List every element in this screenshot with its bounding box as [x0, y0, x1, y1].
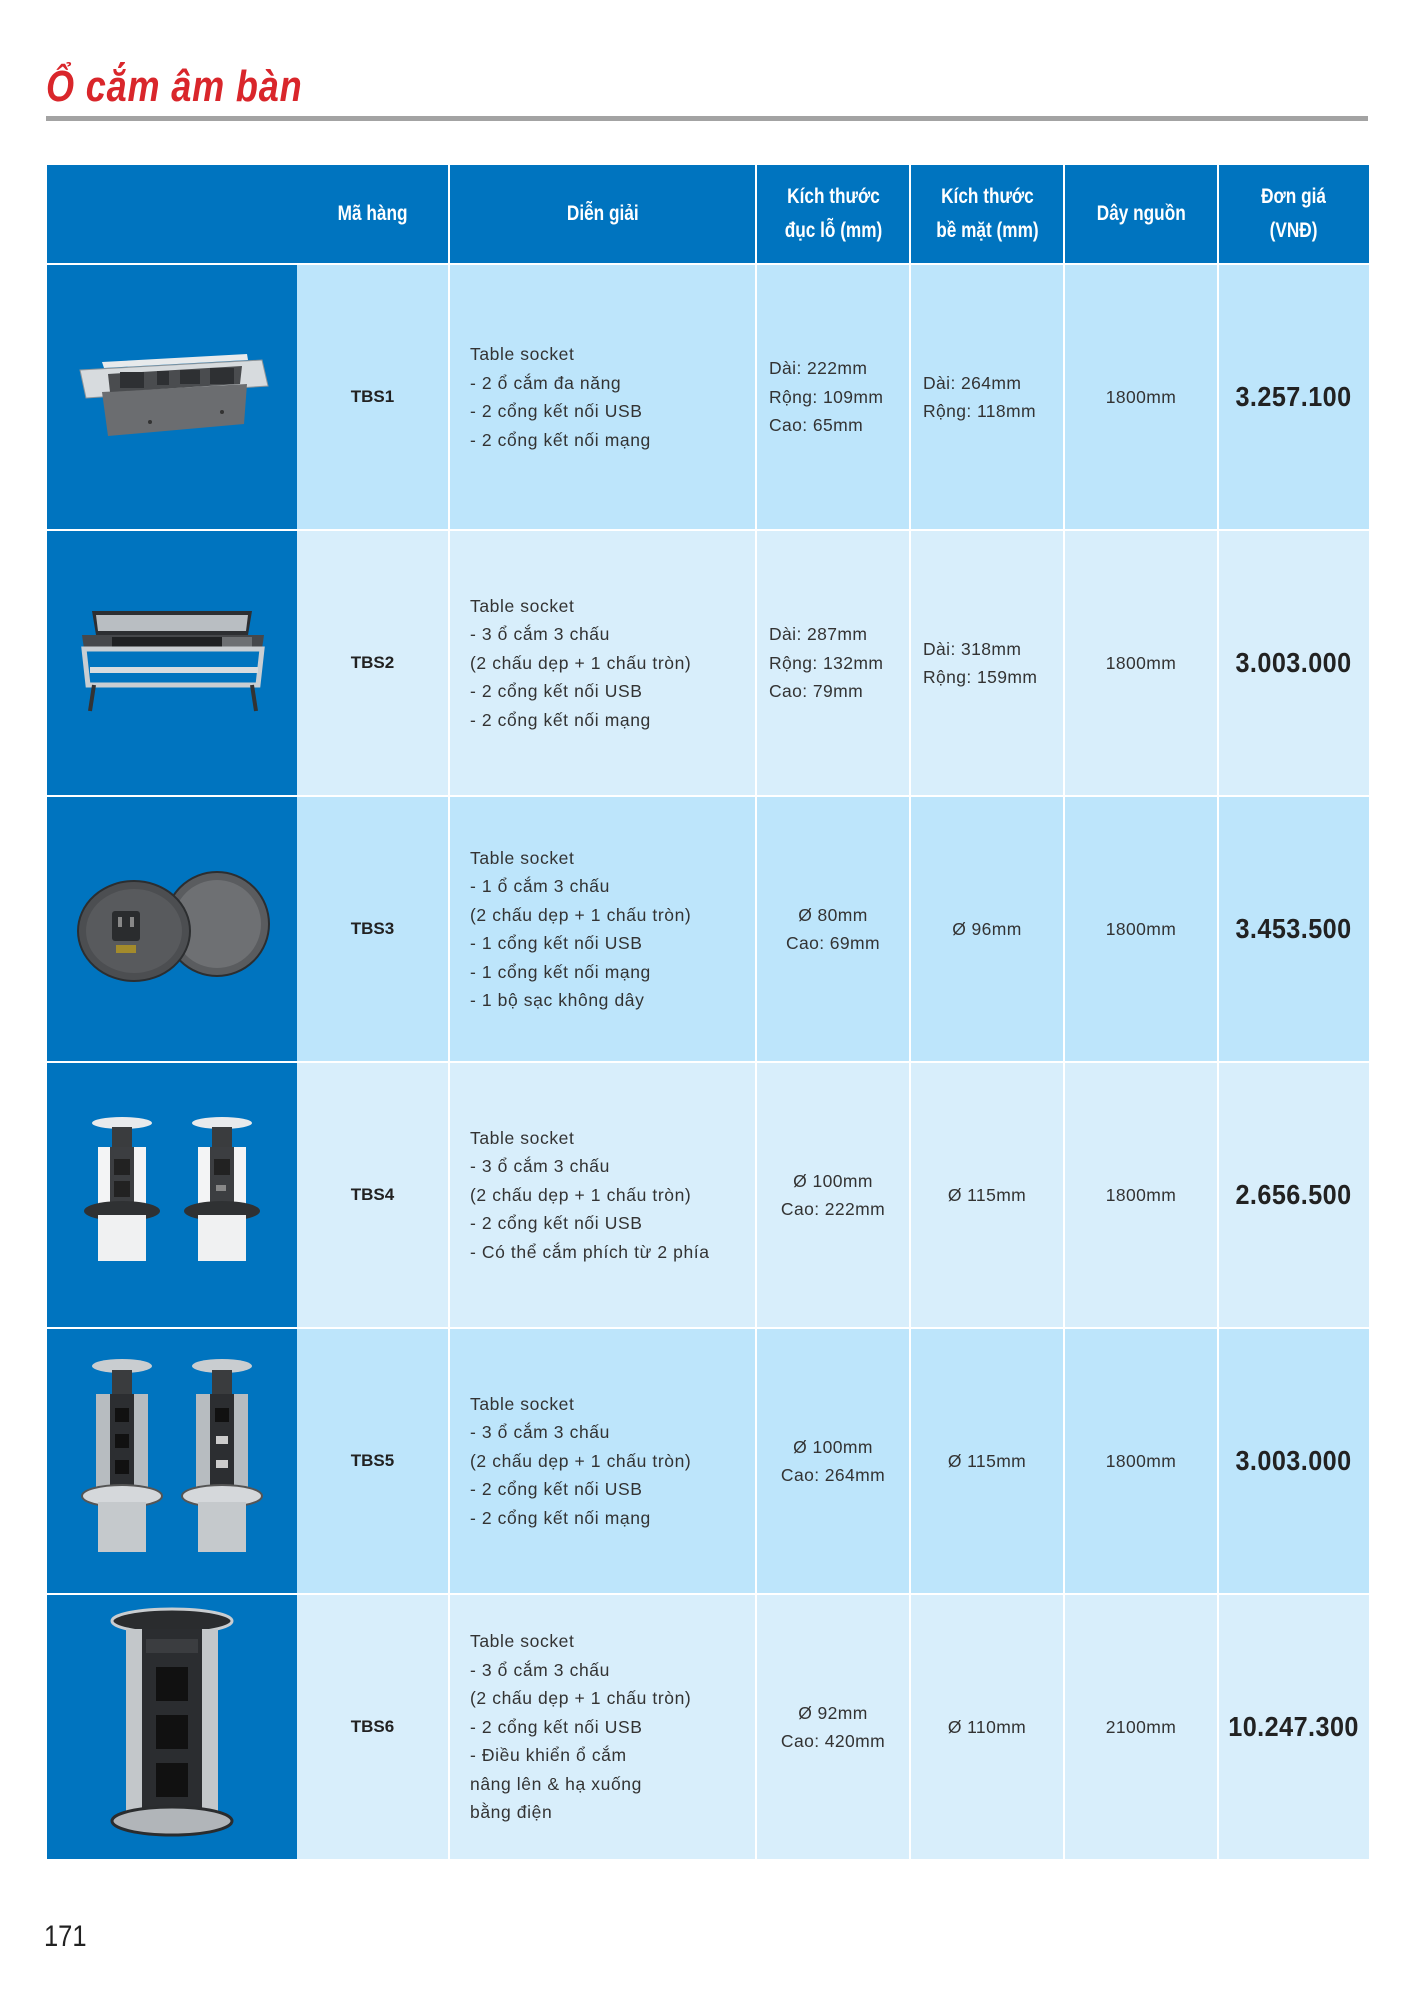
hole-size: Ø 100mm Cao: 264mm	[780, 1436, 886, 1485]
page-title: Ổ cắm âm bàn	[46, 62, 303, 111]
title-divider	[46, 116, 1368, 121]
surface-size: Dài: 264mm Rộng: 118mm	[923, 372, 1037, 421]
surface-size: Dài: 318mm Rộng: 159mm	[923, 638, 1038, 687]
table-row	[47, 263, 1369, 529]
product-description: Table socket - 3 ổ cắm 3 chấu (2 chấu dẹp + 1 chấu tròn) - 2 cổng kết nối USB - Có thể cắm phích từ 2 phía	[470, 1127, 710, 1262]
motorized-tower-socket-image-icon	[47, 1595, 297, 1859]
product-code: TBS5	[350, 1451, 395, 1470]
product-code: TBS1	[350, 387, 395, 406]
header-price: Đơn giá (VNĐ)	[1261, 185, 1327, 242]
product-code: TBS3	[350, 919, 395, 938]
table-row	[47, 529, 1369, 795]
unit-price: 3.003.000	[1235, 1445, 1353, 1476]
table-row	[47, 1593, 1369, 1859]
product-code: TBS4	[350, 1185, 395, 1204]
header-image-column	[47, 165, 297, 263]
product-description: Table socket - 1 ổ cắm 3 chấu (2 chấu dẹp + 1 chấu tròn) - 1 cổng kết nối USB - 1 cổng kết nối mạng - 1 bộ sạc không dây	[470, 847, 692, 1010]
table-header	[47, 165, 1369, 263]
header-hole-size: Kích thước đục lỗ (mm)	[757, 165, 911, 263]
power-cord-length: 1800mm	[1105, 1184, 1177, 1205]
unit-price: 3.453.500	[1235, 913, 1353, 944]
hole-size: Ø 92mm Cao: 420mm	[780, 1702, 886, 1751]
rectangular-flip-socket-image-icon	[47, 531, 297, 795]
hole-size: Ø 100mm Cao: 222mm	[780, 1170, 886, 1219]
unit-price: 10.247.300	[1228, 1711, 1360, 1742]
table-row	[47, 795, 1369, 1061]
hole-size: Dài: 287mm Rộng: 132mm Cao: 79mm	[769, 624, 884, 702]
product-description: Table socket - 3 ổ cắm 3 chấu (2 chấu dẹp + 1 chấu tròn) - 2 cổng kết nối USB - 2 cổng kết nối mạng	[470, 595, 692, 730]
unit-price: 2.656.500	[1235, 1179, 1353, 1210]
table-row	[47, 1061, 1369, 1327]
header-power-cord: Dây nguồn	[1065, 165, 1219, 263]
surface-size: Ø 96mm	[952, 918, 1022, 939]
cylinder-popup-socket-silver-image-icon	[47, 1329, 297, 1593]
product-code: TBS2	[350, 653, 395, 672]
round-flip-socket-image-icon	[47, 797, 297, 1061]
header-surface-size: Kích thước bề mặt (mm)	[911, 165, 1065, 263]
hole-size: Ø 80mm Cao: 69mm	[785, 904, 881, 953]
surface-size: Ø 115mm	[947, 1450, 1027, 1471]
power-cord-length: 1800mm	[1105, 652, 1177, 673]
unit-price: 3.003.000	[1235, 647, 1353, 678]
table-row	[47, 1327, 1369, 1593]
hole-size: Dài: 222mm Rộng: 109mm Cao: 65mm	[769, 358, 884, 436]
surface-size: Ø 110mm	[947, 1716, 1027, 1737]
power-cord-length: 1800mm	[1105, 1450, 1177, 1471]
product-code: TBS6	[350, 1717, 395, 1736]
power-cord-length: 2100mm	[1105, 1716, 1177, 1737]
product-description: Table socket - 2 ổ cắm đa năng - 2 cổng kết nối USB - 2 cổng kết nối mạng	[470, 344, 651, 450]
header-code: Mã hàng	[297, 165, 450, 263]
surface-size: Ø 115mm	[947, 1184, 1027, 1205]
product-table	[47, 165, 1369, 1859]
product-description: Table socket - 3 ổ cắm 3 chấu (2 chấu dẹp + 1 chấu tròn) - 2 cổng kết nối USB - Điều khiển ổ cắm nâng lên & hạ xuống bằng điện	[470, 1631, 692, 1823]
product-description: Table socket - 3 ổ cắm 3 chấu (2 chấu dẹp + 1 chấu tròn) - 2 cổng kết nối USB - 2 cổng kết nối mạng	[470, 1393, 692, 1528]
rectangular-popup-socket-image-icon	[47, 265, 297, 529]
power-cord-length: 1800mm	[1105, 386, 1177, 407]
power-cord-length: 1800mm	[1105, 918, 1177, 939]
page-number: 171	[44, 1920, 87, 1953]
unit-price: 3.257.100	[1235, 381, 1353, 412]
cylinder-popup-socket-white-image-icon	[47, 1063, 297, 1327]
header-description: Diễn giải	[450, 165, 757, 263]
